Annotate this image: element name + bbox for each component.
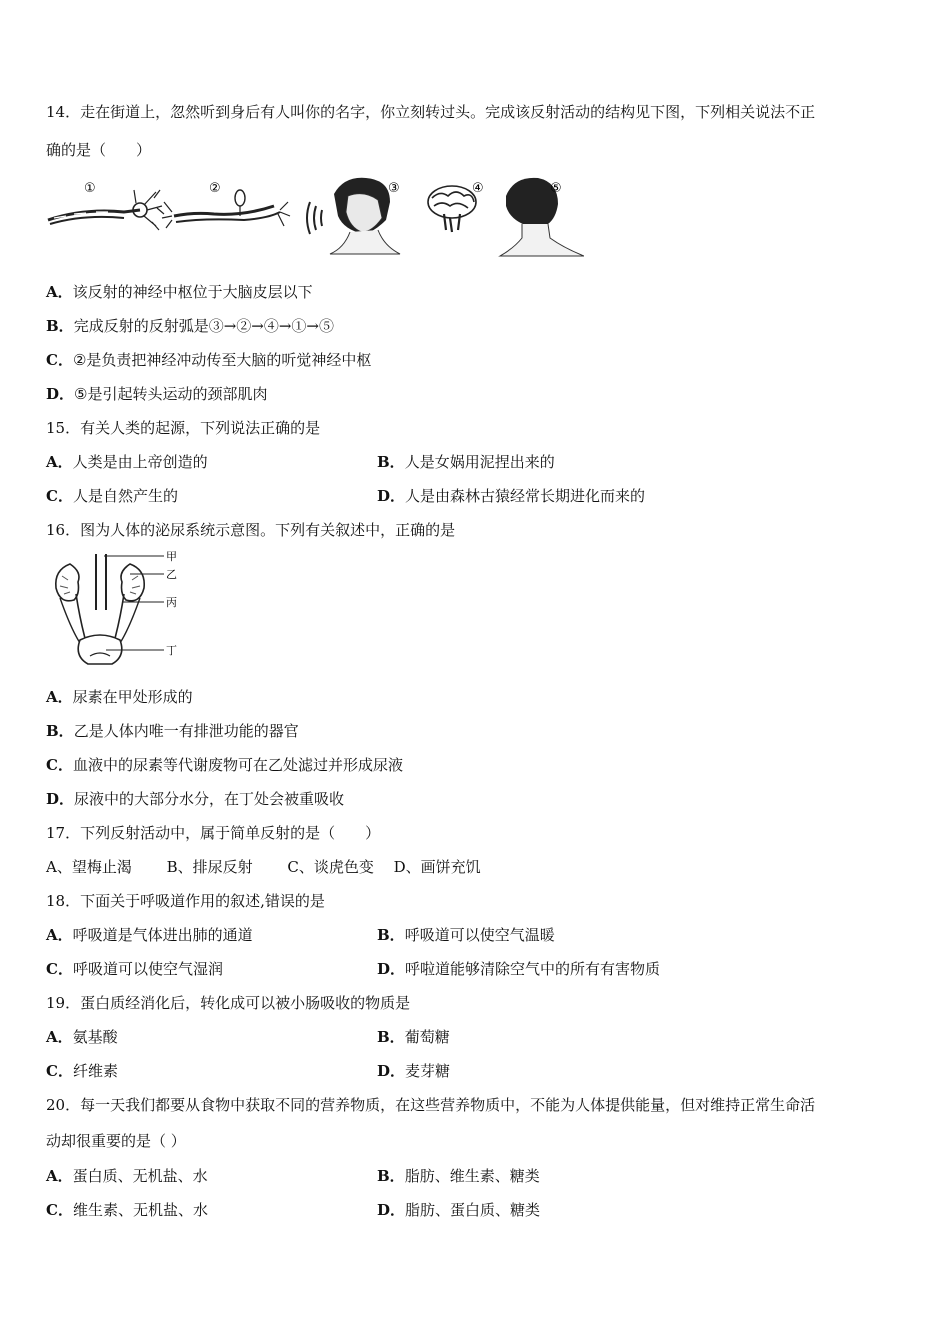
q14-option-d xyxy=(46,384,267,404)
q14-option-c xyxy=(46,350,371,370)
option-label: B． xyxy=(377,453,405,471)
figure-label: ② xyxy=(209,181,221,196)
q20-stem-line1: 20．每一天我们都要从食物中获取不同的营养物质，在这些营养物质中，不能为人体提供能量，但对维持正常生命活 xyxy=(46,1096,816,1114)
q16-option-a xyxy=(46,687,193,707)
option-text: 完成反射的反射弧是③→②→④→①→⑤ xyxy=(73,317,334,335)
option-text: 血液中的尿素等代谢废物可在乙处滤过并形成尿液 xyxy=(72,756,403,774)
q14-stem-line1: 14．走在街道上，忽然听到身后有人叫你的名字，你立刻转过头。完成该反射活动的结构见下图，下列相关说法不正 xyxy=(46,103,816,121)
q20-option-a xyxy=(46,1166,208,1186)
q20-option-b xyxy=(377,1166,540,1186)
option-label: C． xyxy=(46,487,73,505)
q14-stem-line2: 确的是（ ） xyxy=(46,141,152,159)
q19-option-b xyxy=(377,1027,450,1047)
q14-option-a xyxy=(46,282,313,302)
q15-option-c xyxy=(46,486,178,506)
q19-stem: 19．蛋白质经消化后，转化成可以被小肠吸收的物质是 xyxy=(46,994,411,1012)
option-text: ②是负责把神经冲动传至大脑的听觉神经中枢 xyxy=(72,351,372,369)
option-label: A． xyxy=(46,283,73,301)
option-text: 尿素在甲处形成的 xyxy=(72,688,193,706)
q20-stem-line2: 动却很重要的是（ ） xyxy=(46,1132,186,1150)
q18-option-a xyxy=(46,925,253,945)
q20-option-c xyxy=(46,1200,208,1220)
option-label: D． xyxy=(377,960,406,978)
figure-label: ④ xyxy=(472,181,484,196)
q16-urinary-figure xyxy=(46,550,186,670)
option-label: C． xyxy=(46,960,73,978)
option-text: ⑤是引起转头运动的颈部肌肉 xyxy=(74,385,268,403)
figure-label: 丁 xyxy=(166,644,177,657)
option-text: 该反射的神经中枢位于大脑皮层以下 xyxy=(72,283,313,301)
option-label: D． xyxy=(46,790,75,808)
q15-option-d xyxy=(377,486,645,506)
option-label: A． xyxy=(46,926,73,944)
option-text: 呼啦道能够清除空气中的所有有害物质 xyxy=(405,960,661,978)
q19-option-a xyxy=(46,1027,118,1047)
option-label: D． xyxy=(377,487,406,505)
option-text: 氨基酸 xyxy=(72,1028,118,1046)
figure-label: 乙 xyxy=(166,568,177,581)
q16-option-b xyxy=(46,721,299,741)
option-label: C． xyxy=(46,351,73,369)
option-text: 人是自然产生的 xyxy=(72,487,178,505)
q15-option-a xyxy=(46,452,208,472)
option-label: A． xyxy=(46,688,73,706)
option-text: 维生素、无机盐、水 xyxy=(72,1201,208,1219)
q19-option-d xyxy=(377,1061,450,1081)
option-text: 人是女娲用泥捏出来的 xyxy=(404,453,555,471)
option-text: 葡萄糖 xyxy=(404,1028,450,1046)
q16-option-d xyxy=(46,789,344,809)
urinary-system-icon xyxy=(56,554,164,664)
q20-option-d xyxy=(377,1200,540,1220)
option-label: D． xyxy=(377,1062,406,1080)
option-label: C． xyxy=(46,756,73,774)
option-text: 人是由森林古猿经常长期进化而来的 xyxy=(405,487,646,505)
option-text: 呼吸道是气体进出肺的通道 xyxy=(72,926,253,944)
q16-stem: 16．图为人体的泌尿系统示意图。下列有关叙述中，正确的是 xyxy=(46,521,456,539)
figure-label: ③ xyxy=(388,181,400,196)
option-text: 呼吸道可以使空气温暖 xyxy=(404,926,555,944)
q14-option-b xyxy=(46,316,334,336)
neuron-2-icon xyxy=(162,190,290,228)
q15-option-b xyxy=(377,452,555,472)
option-text: 麦芽糖 xyxy=(405,1062,451,1080)
q19-option-c xyxy=(46,1061,118,1081)
option-label: B． xyxy=(377,1028,405,1046)
option-label: A． xyxy=(46,1167,73,1185)
figure-label: 甲 xyxy=(166,550,177,563)
option-label: C． xyxy=(46,1062,73,1080)
q18-option-d xyxy=(377,959,660,979)
q18-option-c xyxy=(46,959,223,979)
option-text: 脂肪、维生素、糖类 xyxy=(404,1167,540,1185)
neuron-1-icon xyxy=(48,190,164,230)
option-text: 蛋白质、无机盐、水 xyxy=(72,1167,208,1185)
option-label: A． xyxy=(46,453,73,471)
option-text: 纤维素 xyxy=(72,1062,118,1080)
option-label: C． xyxy=(46,1201,73,1219)
figure-label: ⑤ xyxy=(550,181,562,196)
q18-stem: 18．下面关于呼吸道作用的叙述,错误的是 xyxy=(46,892,325,910)
figure-label: 丙 xyxy=(166,596,177,609)
option-label: B． xyxy=(46,317,74,335)
option-label: D． xyxy=(46,385,75,403)
option-label: A． xyxy=(46,1028,73,1046)
option-label: B． xyxy=(377,1167,405,1185)
q18-option-b xyxy=(377,925,555,945)
q15-stem: 15．有关人类的起源，下列说法正确的是 xyxy=(46,419,321,437)
option-label: B． xyxy=(46,722,74,740)
option-text: 尿液中的大部分水分，在丁处会被重吸收 xyxy=(74,790,345,808)
woman-ear-icon xyxy=(307,178,400,254)
figure-label: ① xyxy=(84,181,96,196)
neck-muscle-icon xyxy=(500,178,584,256)
option-text: 乙是人体内唯一有排泄功能的器官 xyxy=(73,722,299,740)
q16-option-c xyxy=(46,755,403,775)
option-label: D． xyxy=(377,1201,406,1219)
option-text: 呼吸道可以使空气湿润 xyxy=(72,960,223,978)
option-text: 脂肪、蛋白质、糖类 xyxy=(405,1201,541,1219)
option-label: B． xyxy=(377,926,405,944)
q17-options: A、望梅止渴 B、排尿反射 C、谈虎色变 D、画饼充饥 xyxy=(46,858,481,876)
q17-stem: 17．下列反射活动中，属于简单反射的是（ ） xyxy=(46,824,381,842)
option-text: 人类是由上帝创造的 xyxy=(72,453,208,471)
q14-reflex-figure xyxy=(44,172,584,260)
brain-icon xyxy=(428,186,476,232)
